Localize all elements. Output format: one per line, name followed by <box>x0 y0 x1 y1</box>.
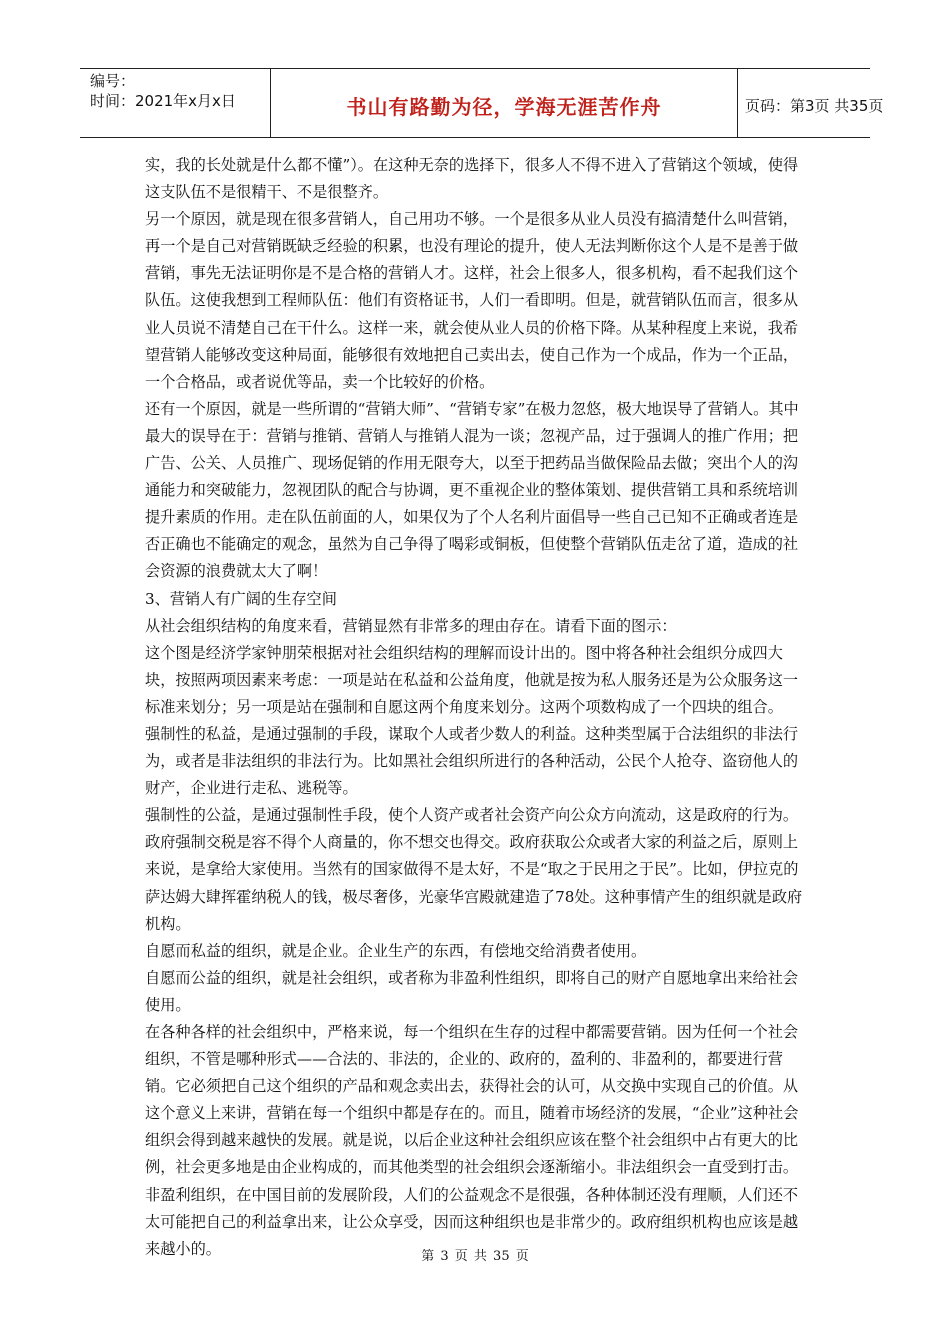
paragraph: 这个图是经济学家钟朋荣根据对社会组织结构的理解而设计出的。图中将各种社会组织分成四大块，按照两项因素来考虑：一项是站在私益和公益角度，他就是按为私人服务还是为公众服务这一标准来划分；另一项是站在强制和自愿这两个角度来划分。这两个项数构成了一个四块的组合。 <box>145 643 799 716</box>
header-motto-cell <box>270 69 738 137</box>
paragraph: 强制性的私益，是通过强制的手段，谋取个人或者少数人的利益。这种类型属于合法组织的非法行为，或者是非法组织的非法行为。比如黑社会组织所进行的各种活动，公民个人抢夺、盗窃他人的财产，企业进行走私、逃税等。 <box>145 724 799 798</box>
doc-date: 时间：2021年x月x日 <box>90 92 236 110</box>
paragraph: 自愿而公益的组织，就是社会组织，或者称为非盈利性组织，即将自己的财产自愿地拿出来给社会使用。 <box>145 968 799 1014</box>
paragraph: 还有一个原因，就是一些所谓的“营销大师”、“营销专家”在极力忽悠，极大地误导了营销人。其中最大的误导在于：营销与推销、营销人与推销人混为一谈；忽视产品，过于强调人的推广作用；把广告、公关、人员推广、现场促销的作用无限夸大，以至于把药品当做保险品去做；突出个人的沟通能力和突破能力，忽视团队的配合与协调，更不重视企业的整体策划、提供营销工具和系统培训提升素质的作用。走在队伍前面的人，如果仅为了个人名利片面倡导一些自己已知不正确或者连是否正确也不能确定的观念，虽然为自己争得了喝彩或铜板，但使整个营销队伍走岔了道，造成的社会资源的浪费就太大了啊！ <box>145 399 799 581</box>
paragraph: 另一个原因，就是现在很多营销人，自己用功不够。一个是很多从业人员没有搞清楚什么叫营销，再一个是自己对营销既缺乏经验的积累，也没有理论的提升，使人无法判断你这个人是不是善于做营销，事先无法证明你是不是合格的营销人才。这样，社会上很多人，很多机构，看不起我们这个队伍。这使我想到工程师队伍：他们有资格证书，人们一看即明。但是，就营销队伍而言，很多从业人员说不清楚自己在干什么。这样一来，就会使从业人员的价格下降。从某种程度上来说，我希望营销人能够改变这种局面，能够很有效地把自己卖出去，使自己作为一个成品，作为一个正品，一个合格品，或者说优等品，卖一个比较好的价格。 <box>145 210 799 391</box>
section-heading: 3、营销人有广阔的生存空间 <box>145 589 337 608</box>
page-footer: 第 3 页 共 35 页 <box>421 1249 529 1264</box>
paragraph: 从社会组织结构的角度来看，营销显然有非常多的理由存在。请看下面的图示： <box>145 616 677 635</box>
header-page-number: 页码：第3页 共35页 <box>745 97 884 115</box>
doc-number-label: 编号： <box>90 72 136 90</box>
header-page-cell <box>737 69 884 137</box>
paragraph: 强制性的公益，是通过强制性手段，使个人资产或者社会资产向公众方向流动，这是政府的行为。政府强制交税是容不得个人商量的，你不想交也得交。政府获取公众或者大家的利益之后，原则上来说，是拿给大家使用。当然有的国家做得不是太好，不是“取之于民用之于民”。比如，伊拉克的萨达姆大肆挥霍纳税人的钱，极尽奢侈，光豪华宫殿就建造了78处。这种事情产生的组织就是政府机构。 <box>145 806 803 933</box>
document-body <box>145 152 810 1263</box>
page-header <box>80 68 884 138</box>
paragraph: 实，我的长处就是什么都不懂”）。在这种无奈的选择下，很多人不得不进入了营销这个领域，使得这支队伍不是很精干、不是很整齐。 <box>145 156 799 202</box>
paragraph: 自愿而私益的组织，就是企业。企业生产的东西，有偿地交给消费者使用。 <box>145 941 647 960</box>
paragraph: 在各种各样的社会组织中，严格来说，每一个组织在生存的过程中都需要营销。因为任何一个社会组织，不管是哪种形式——合法的、非法的，企业的、政府的，盈利的、非盈利的，都要进行营销。它必须把自己这个组织的产品和观念卖出去，获得社会的认可，从交换中实现自己的价值。从这个意义上来讲，营销在每一个组织中都是存在的。而且，随着市场经济的发展，“企业”这种社会组织会得到越来越快的发展。就是说，以后企业这种社会组织应该在整个社会组织中占有更大的比例，社会更多地是由企业构成的，而其他类型的社会组织会逐渐缩小。非法组织会一直受到打击。非盈利组织，在中国目前的发展阶段，人们的公益观念不是很强，各种体制还没有理顺，人们还不太可能把自己的利益拿出来，让公众享受，因而这种组织也是非常少的。政府组织机构也应该是越来越小的。 <box>145 1023 799 1258</box>
motto-text: 书山有路勤为径，学海无涯苦作舟 <box>346 95 662 119</box>
header-meta <box>80 69 270 137</box>
